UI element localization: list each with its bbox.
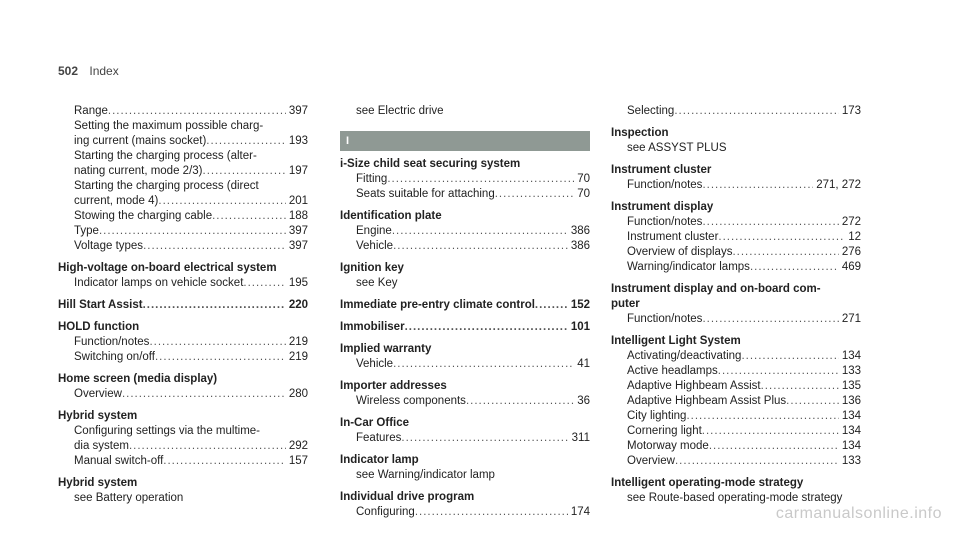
index-subentry: Selecting ..... 173	[627, 104, 861, 119]
index-subentry: Warning/indicator lamps ..... 469	[627, 260, 861, 275]
index-subentry: dia system ..... 292	[74, 439, 308, 454]
index-subentry-line: Configuring settings via the multime-	[74, 425, 260, 437]
index-heading: Hybrid system	[58, 410, 138, 422]
see-reference: see Key	[356, 277, 398, 289]
index-subentry: Features ..... 311	[356, 431, 590, 446]
index-column-1	[58, 104, 308, 506]
index-subentry: Fitting ..... 70	[356, 172, 590, 187]
index-subentry: Cornering light ..... 134	[627, 424, 861, 439]
page-number: 502	[58, 64, 79, 78]
index-subentry: Activating/deactivating ..... 134	[627, 349, 861, 364]
section-title: Index	[89, 64, 119, 78]
index-subentry: Function/notes ..... 272	[627, 215, 861, 230]
index-heading: Intelligent operating-mode strategy	[611, 477, 804, 489]
index-subentry: Function/notes ..... 219	[74, 335, 308, 350]
continued-entries	[58, 104, 308, 254]
index-subentry: City lighting ..... 134	[627, 409, 861, 424]
index-subentry: current, mode 4) ..... 201	[74, 194, 308, 209]
index-heading: Instrument cluster	[611, 164, 712, 176]
letter-section-bar: I	[340, 131, 590, 151]
index-subentry-line: Setting the maximum possible charg-	[74, 120, 264, 132]
see-reference: see Route-based operating-mode strategy	[627, 492, 843, 504]
index-subentry: Motorway mode ..... 134	[627, 439, 861, 454]
index-subentry: Adaptive Highbeam Assist Plus ..... 136	[627, 394, 861, 409]
index-subentry: Seats suitable for attaching ..... 70	[356, 187, 590, 202]
index-subentry: Active headlamps ..... 133	[627, 364, 861, 379]
index-heading	[611, 282, 861, 312]
index-heading: Immobiliser ..... 101	[340, 320, 590, 335]
index-heading: Importer addresses	[340, 380, 447, 392]
index-heading-line: Instrument display and on-board com-	[611, 283, 821, 295]
index-heading: Implied warranty	[340, 343, 432, 355]
index-subentry: Overview ..... 280	[74, 387, 308, 402]
see-reference: see Battery operation	[74, 492, 184, 504]
index-heading: Instrument display	[611, 201, 714, 213]
index-subentry: ing current (mains socket) ..... 193	[74, 134, 308, 149]
index-subentry: Function/notes ..... 271	[627, 312, 861, 327]
index-heading: Identification plate	[340, 210, 442, 222]
see-reference: see ASSYST PLUS	[627, 142, 727, 154]
index-subentry: Overview ..... 133	[627, 454, 861, 469]
index-heading: HOLD function	[58, 321, 140, 333]
index-column-2	[340, 104, 590, 520]
index-subentry: Stowing the charging cable ..... 188	[74, 209, 308, 224]
index-heading: Home screen (media display)	[58, 373, 218, 385]
index-subentry: Instrument cluster ..... 12	[627, 230, 861, 245]
index-subentry: Function/notes ..... 271, 272	[627, 178, 861, 193]
index-subentry-line: Starting the charging process (direct	[74, 180, 259, 192]
index-subentry-line: Starting the charging process (alter-	[74, 150, 257, 162]
see-reference: see Electric drive	[356, 105, 444, 117]
index-heading: Hill Start Assist ..... 220	[58, 298, 308, 313]
index-heading: i-Size child seat securing system	[340, 158, 521, 170]
index-subentry: Manual switch-off ..... 157	[74, 454, 308, 469]
index-heading: Individual drive program	[340, 491, 475, 503]
index-subentry: nating current, mode 2/3) ..... 197	[74, 164, 308, 179]
index-subentry: Voltage types ..... 397	[74, 239, 308, 254]
index-heading: Intelligent Light System	[611, 335, 741, 347]
index-subentry: Vehicle ..... 386	[356, 239, 590, 254]
index-heading: Inspection	[611, 127, 669, 139]
index-heading: In-Car Office	[340, 417, 410, 429]
index-heading: Indicator lamp	[340, 454, 419, 466]
index-subentry: Range ..... 397	[74, 104, 308, 119]
index-heading-line: puter	[611, 298, 640, 310]
index-heading: Ignition key	[340, 262, 404, 274]
index-heading: High-voltage on-board electrical system	[58, 262, 277, 274]
index-subentry: Wireless components ..... 36	[356, 394, 590, 409]
index-heading: Hybrid system	[58, 477, 138, 489]
index-subentry: Switching on/off ..... 219	[74, 350, 308, 365]
index-subentry: Overview of displays ..... 276	[627, 245, 861, 260]
index-subentry: Engine ..... 386	[356, 224, 590, 239]
index-column-3	[611, 104, 861, 506]
page-header	[58, 64, 119, 78]
index-subentry: Indicator lamps on vehicle socket ..... 195	[74, 276, 308, 291]
index-subentry: Adaptive Highbeam Assist ..... 135	[627, 379, 861, 394]
index-subentry: Type ..... 397	[74, 224, 308, 239]
watermark: carmanualsonline.info	[775, 505, 942, 522]
index-subentry: Vehicle ..... 41	[356, 357, 590, 372]
index-heading: Immediate pre-entry climate control ..... 152	[340, 298, 590, 313]
see-reference: see Warning/indicator lamp	[356, 469, 495, 481]
index-subentry: Configuring ..... 174	[356, 505, 590, 520]
